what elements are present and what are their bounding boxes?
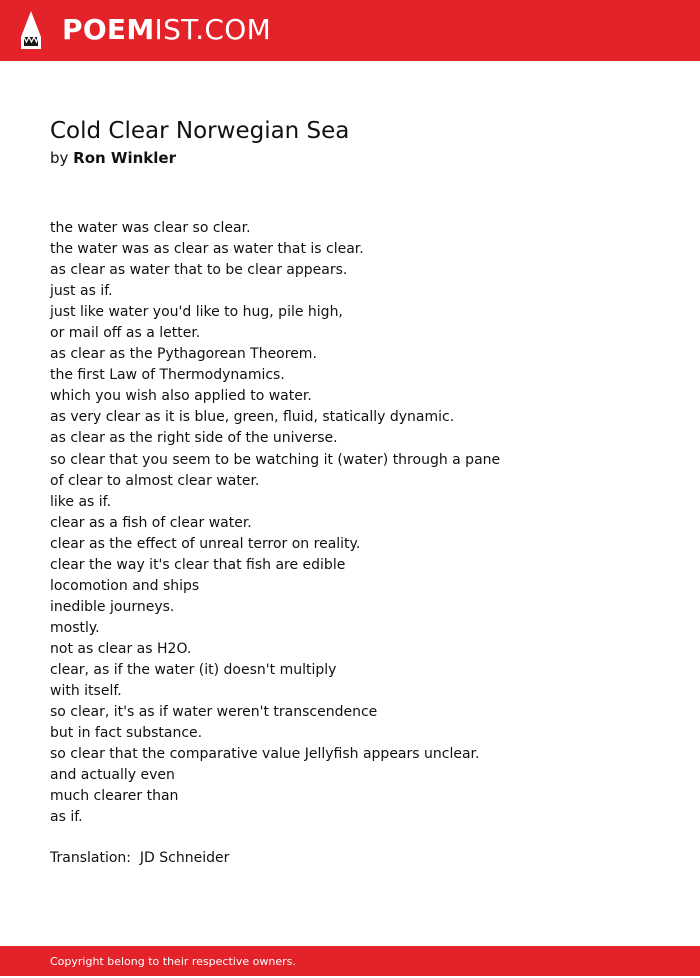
poem-line: as clear as the right side of the universe. — [50, 430, 338, 447]
poem-line: of clear to almost clear water. — [50, 472, 260, 489]
poem-line: so clear, it's as if water weren't transcendence — [50, 704, 378, 721]
poem-line: so clear that you seem to be watching it (water) through a pane — [50, 451, 501, 468]
poem-line: not as clear as H2O. — [50, 640, 192, 657]
poem-line: or mail off as a letter. — [50, 325, 201, 342]
poem-line: as very clear as it is blue, green, fluid, statically dynamic. — [50, 409, 455, 426]
poem-title: Cold Clear Norwegian Sea — [50, 118, 350, 144]
poem-line: so clear that the comparative value Jellyfish appears unclear. — [50, 746, 480, 763]
pen-nib-icon[interactable] — [18, 10, 44, 50]
poem-line: and actually even — [50, 767, 175, 784]
logo-light-text: IST.COM — [154, 13, 272, 46]
poem-line: just as if. — [50, 283, 113, 300]
poem-line: like as if. — [50, 493, 112, 510]
poem-line: inedible journeys. — [50, 598, 175, 615]
poem-line: just like water you'd like to hug, pile high, — [50, 304, 343, 321]
poem-line: clear the way it's clear that fish are edible — [50, 556, 346, 573]
poem-line: which you wish also applied to water. — [50, 388, 312, 405]
by-prefix: by — [50, 149, 74, 167]
author-name: Ron Winkler — [73, 149, 176, 167]
poem-line: much clearer than — [50, 788, 179, 805]
site-logo[interactable] — [62, 10, 271, 50]
poem-line: as clear as the Pythagorean Theorem. — [50, 346, 317, 363]
poem-line: locomotion and ships — [50, 577, 200, 594]
poem-line: with itself. — [50, 683, 122, 700]
site-header — [0, 0, 700, 61]
translation-credit: Translation: JD Schneider — [50, 850, 230, 866]
site-footer — [0, 946, 700, 976]
poem-line: clear as the effect of unreal terror on reality. — [50, 535, 361, 552]
poem-heading — [50, 116, 650, 168]
byline — [50, 148, 650, 168]
poem-line: the first Law of Thermodynamics. — [50, 367, 285, 384]
poem-line: but in fact substance. — [50, 725, 203, 742]
poem-line: the water was as clear as water that is clear. — [50, 241, 364, 258]
poem-body — [50, 218, 670, 828]
logo-bold-text: POEM — [62, 13, 155, 46]
poem-line: as if. — [50, 809, 83, 826]
poem-line: clear, as if the water (it) doesn't multiply — [50, 661, 337, 678]
copyright-notice: Copyright belong to their respective owners. — [50, 955, 296, 968]
poem-line: the water was clear so clear. — [50, 220, 251, 236]
poem-line: mostly. — [50, 619, 100, 636]
poem-line: as clear as water that to be clear appears. — [50, 262, 348, 279]
poem-line: clear as a fish of clear water. — [50, 514, 252, 531]
